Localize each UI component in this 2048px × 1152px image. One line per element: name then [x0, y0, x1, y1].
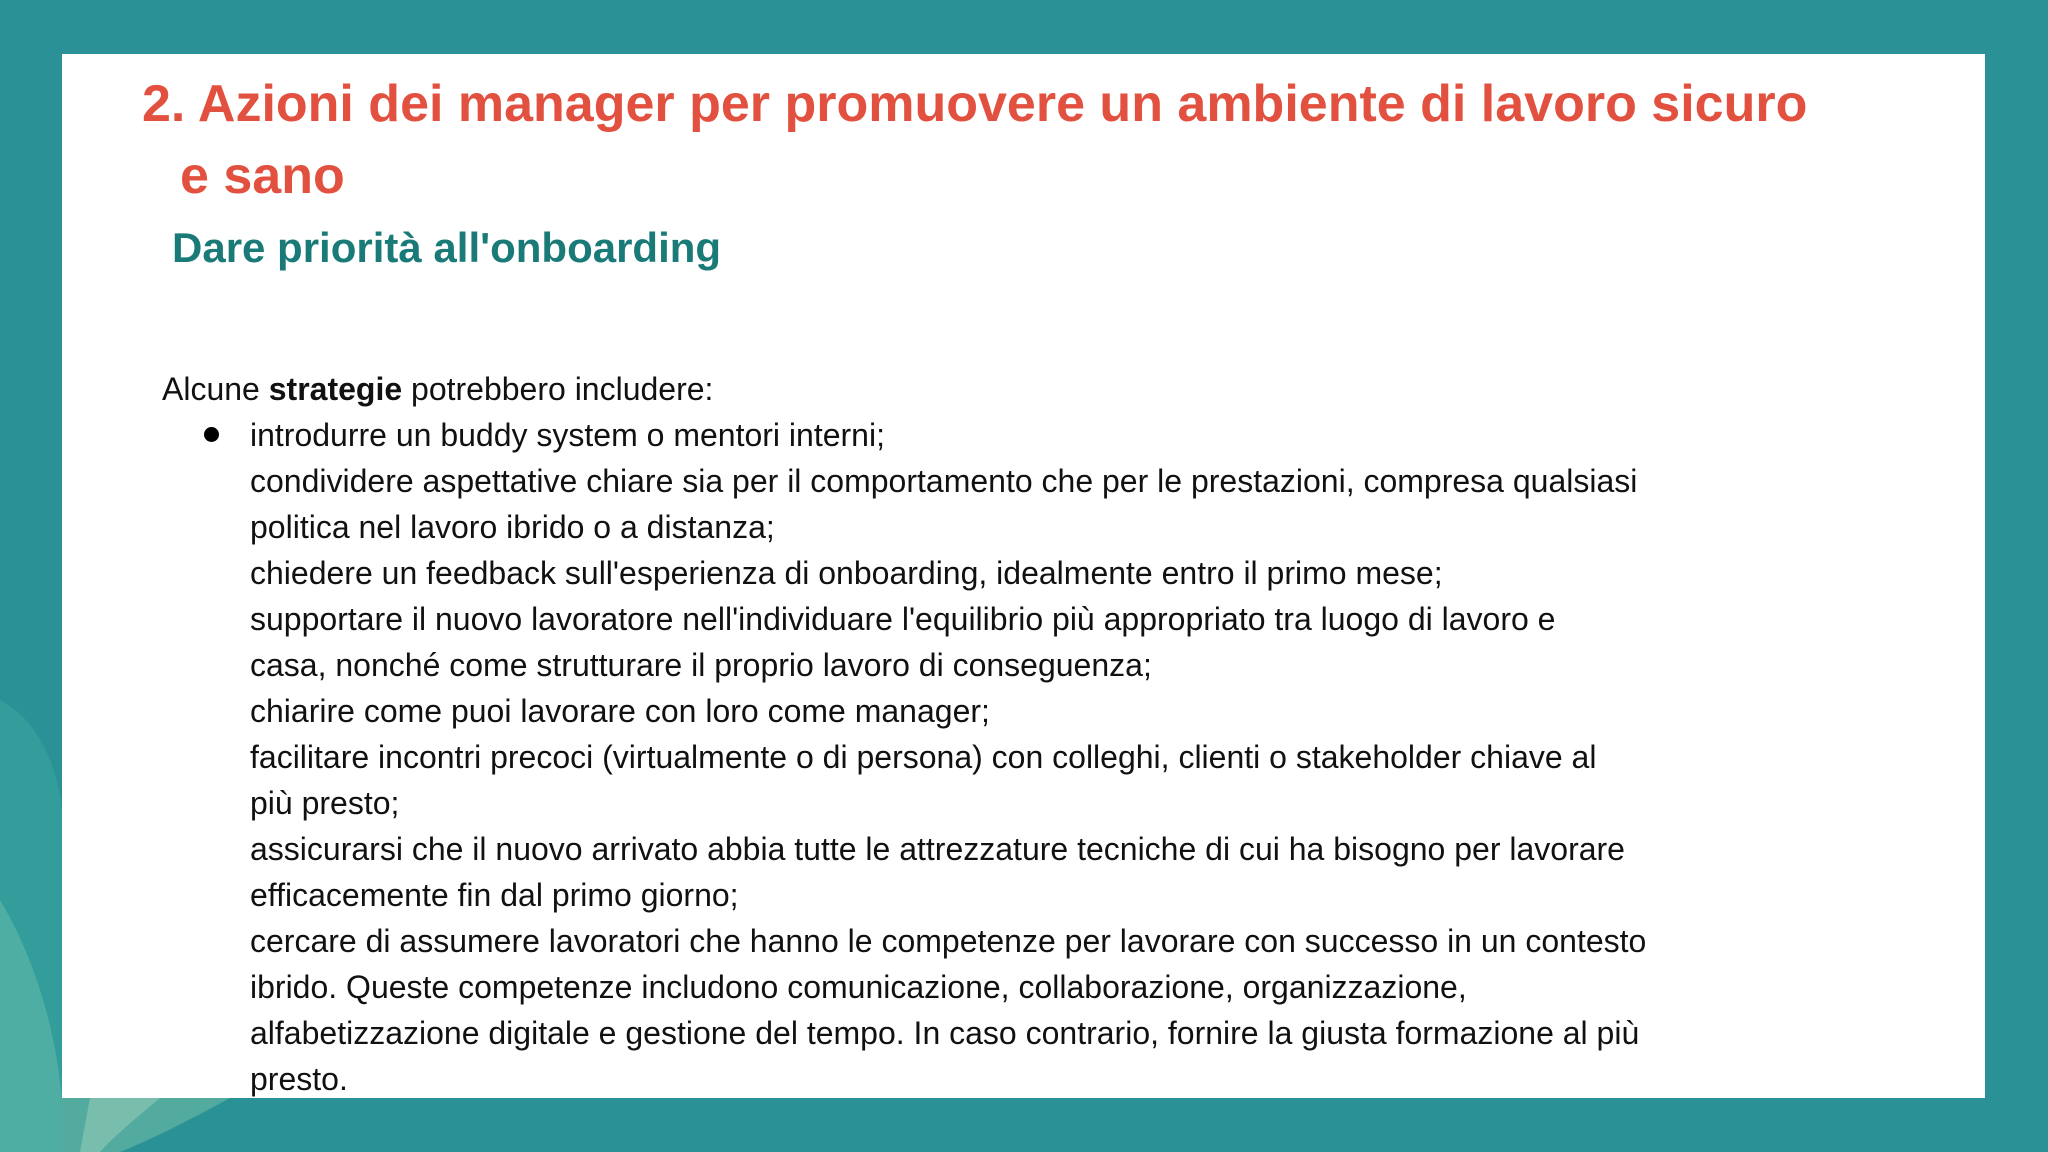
strategy-list — [162, 412, 1902, 1102]
slide-body — [162, 366, 1902, 1102]
strategy-item — [250, 734, 1902, 826]
slide-title-line-1: 2. Azioni dei manager per promuovere un ambiente di lavoro sicuro — [142, 75, 1808, 133]
strategy-item-text: ibrido. Queste competenze includono comunicazione, collaborazione, organizzazione, — [250, 969, 1467, 1005]
strategy-item-text: condividere aspettative chiare sia per il comportamento che per le prestazioni, compresa qualsiasi — [250, 463, 1638, 499]
strategy-item-text: casa, nonché come strutturare il proprio lavoro di conseguenza; — [250, 647, 1152, 683]
strategy-item-text: chiarire come puoi lavorare con loro come manager; — [250, 693, 990, 729]
strategy-item-text: chiedere un feedback sull'esperienza di onboarding, idealmente entro il primo mese; — [250, 555, 1443, 591]
strategy-item — [250, 826, 1902, 918]
strategy-item-text: introdurre un buddy system o mentori interni; — [250, 417, 885, 453]
slide-content-area — [62, 54, 1985, 1098]
strategy-item-text: cercare di assumere lavoratori che hanno le competenze per lavorare con successo in un contesto — [250, 923, 1647, 959]
intro-text-bold: strategie — [268, 371, 403, 407]
slide-subtitle: Dare priorità all'onboarding — [172, 224, 722, 271]
strategy-item-text: alfabetizzazione digitale e gestione del tempo. In caso contrario, fornire la giusta formazione al più — [250, 1015, 1640, 1051]
intro-text-end: potrebbero includere: — [402, 371, 714, 407]
strategy-item-text: politica nel lavoro ibrido o a distanza; — [250, 509, 775, 545]
slide-title-line-2: e sano — [180, 147, 345, 205]
strategy-item-text: efficacemente fin dal primo giorno; — [250, 877, 739, 913]
slide-title — [142, 68, 1902, 212]
strategy-item-text: assicurarsi che il nuovo arrivato abbia tutte le attrezzature tecniche di cui ha bisogno per lavorare — [250, 831, 1625, 867]
strategy-item-text: presto. — [250, 1061, 348, 1097]
strategy-item — [250, 550, 1902, 596]
strategy-item — [250, 596, 1902, 688]
strategy-item — [250, 688, 1902, 734]
strategy-item — [250, 412, 1902, 458]
strategy-item-text: supportare il nuovo lavoratore nell'individuare l'equilibrio più appropriato tra luogo di lavoro e — [250, 601, 1556, 637]
bullet-icon — [204, 427, 219, 442]
strategy-item — [250, 458, 1902, 550]
intro-text — [162, 366, 1902, 412]
strategy-item — [250, 918, 1902, 1102]
strategy-item-text: più presto; — [250, 785, 400, 821]
strategy-item-text: facilitare incontri precoci (virtualmente o di persona) con colleghi, clienti o stakeholder chiave al — [250, 739, 1597, 775]
intro-text-start: Alcune — [162, 371, 269, 407]
